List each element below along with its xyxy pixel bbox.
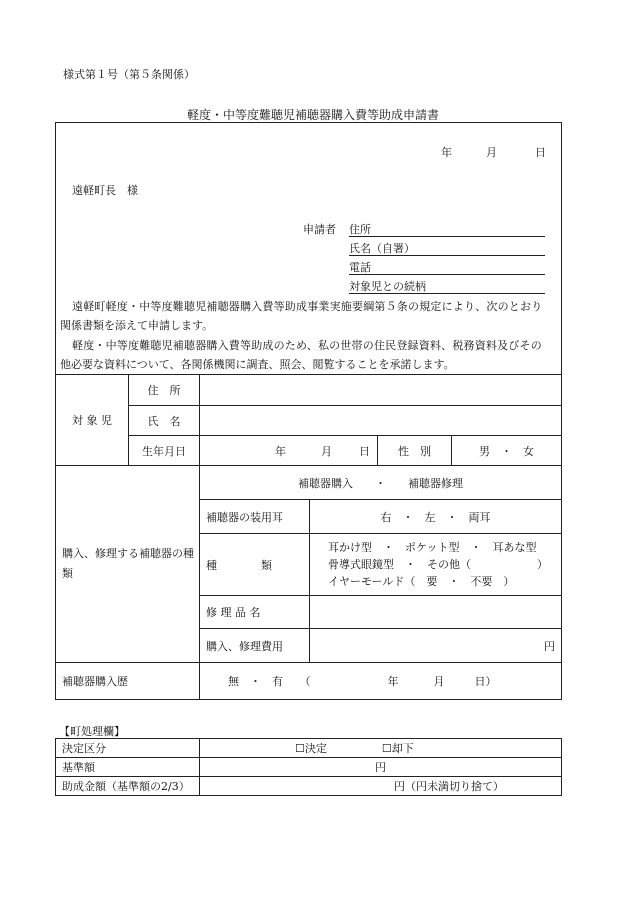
date-year: 年: [441, 146, 452, 159]
subject-name-label: 氏 名: [129, 406, 200, 436]
type-label: 種 類: [200, 534, 310, 596]
purchase-history-input[interactable]: 無 ・ 有 （ 年 月 日）: [200, 663, 562, 700]
purchase-history-label: 補聴器購入歴: [56, 663, 200, 700]
hearing-aid-table: [55, 465, 562, 700]
applicant-name-field[interactable]: 氏名（自署）: [349, 240, 545, 256]
grant-amount-label: 助成金額（基準額の2/3）: [56, 777, 200, 796]
cost-input[interactable]: 円: [310, 629, 562, 663]
body-paragraph-1-line-1: 遠軽町軽度・中等度難聴児補聴器購入費等助成事業実施要綱第５条の規定により、次のとおり: [72, 300, 543, 313]
hearing-aid-label: 購入、修理する補聴器の種 類: [56, 466, 200, 663]
type-options[interactable]: 耳かけ型 ・ ポケット型 ・ 耳あな型 骨導式眼鏡型 ・ その他（ ） イヤーモールド（ 要 ・ 不要 ）: [310, 534, 562, 596]
decision-options[interactable]: ☐決定 ☐却下: [200, 739, 562, 758]
subject-child-table: [55, 374, 562, 466]
addressee: 遠軽町長 様: [72, 184, 138, 197]
office-section-heading: 【町処理欄】: [59, 725, 125, 738]
body-paragraph-2-line-1: 軽度・中等度難聴児補聴器購入費等助成のため、私の世帯の住民登録資料、税務資料及びその: [72, 339, 542, 352]
ear-options[interactable]: 右 ・ 左 ・ 両耳: [310, 500, 562, 534]
form-title: 軽度・中等度難聴児補聴器購入費等助成申請書: [187, 108, 440, 122]
repair-item-input[interactable]: [310, 596, 562, 629]
form-number: 様式第１号（第５条関係）: [63, 68, 195, 81]
date-day: 日: [535, 146, 546, 159]
ear-label: 補聴器の装用耳: [200, 500, 310, 534]
subject-child-label: 対 象 児: [56, 375, 129, 466]
date-month: 月: [486, 146, 497, 159]
subject-sex-label: 性 別: [378, 436, 452, 466]
subject-dob-label: 生年月日: [129, 436, 200, 466]
base-amount-label: 基準額: [56, 758, 200, 777]
grant-amount-input[interactable]: 円（円未満切り捨て）: [200, 777, 562, 796]
repair-item-label: 修 理 品 名: [200, 596, 310, 629]
purchase-repair-options[interactable]: 補聴器購入 ・ 補聴器修理: [200, 466, 562, 500]
applicant-label: 申請者: [303, 223, 336, 236]
office-table: [55, 738, 562, 796]
subject-address-input[interactable]: [200, 375, 562, 406]
subject-sex-options[interactable]: 男 ・ 女: [452, 436, 562, 466]
applicant-relation-field[interactable]: 対象児との続柄: [349, 278, 545, 294]
subject-address-label: 住 所: [129, 375, 200, 406]
body-paragraph-2-line-2: 他必要な資料について、各関係機関に調査、照会、閲覧することを承諾します。: [60, 358, 455, 371]
applicant-address-field[interactable]: 住所: [349, 221, 545, 237]
body-paragraph-1-line-2: 関係書類を添えて申請します。: [60, 319, 214, 332]
base-amount-input[interactable]: 円: [200, 758, 562, 777]
cost-label: 購入、修理費用: [200, 629, 310, 663]
applicant-phone-field[interactable]: 電話: [349, 259, 545, 275]
decision-label: 決定区分: [56, 739, 200, 758]
subject-name-input[interactable]: [200, 406, 562, 436]
subject-dob-input[interactable]: 年 月 日: [200, 436, 378, 466]
